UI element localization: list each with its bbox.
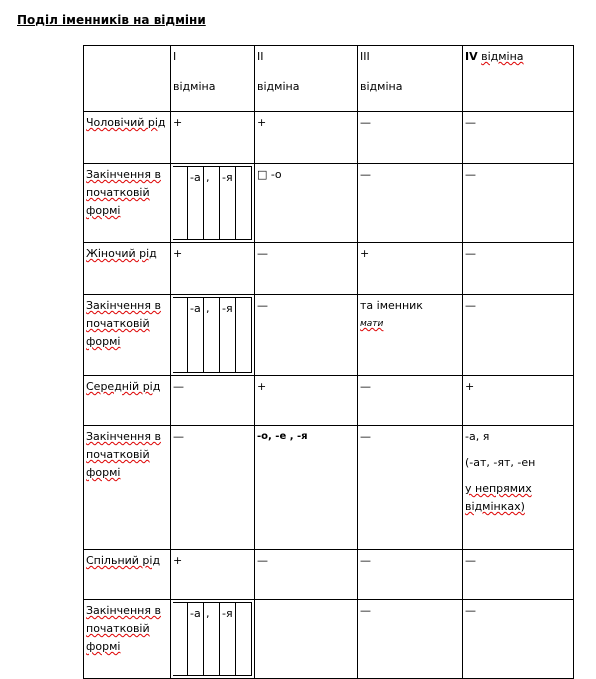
cell: — (255, 243, 358, 295)
row-label: Закінчення в початковій формі (84, 164, 171, 243)
cell: + (255, 376, 358, 426)
table-row (84, 550, 574, 600)
table-row (84, 164, 574, 243)
ending-subtable (173, 166, 252, 240)
row-label: Чоловічий рід (84, 112, 171, 164)
cell-split (171, 295, 255, 376)
cell: — (463, 243, 574, 295)
header-cell-4 (463, 46, 574, 112)
ending-ya: -я (220, 298, 236, 373)
cell-split (171, 164, 255, 243)
ending-a: -а (188, 298, 204, 373)
sub-empty (173, 603, 188, 676)
header-1-numeral: I (173, 50, 177, 63)
table-row (84, 112, 574, 164)
header-cell-2 (255, 46, 358, 112)
cell: — (463, 164, 574, 243)
cell: + (171, 243, 255, 295)
table-row (84, 243, 574, 295)
cell: — (255, 295, 358, 376)
cell-text: -а, я (465, 430, 490, 443)
header-empty-cell (84, 46, 171, 112)
ending-comma: , (204, 167, 220, 240)
cell: — (358, 164, 463, 243)
header-1-word: відміна (173, 80, 216, 93)
ending-ya: -я (220, 167, 236, 240)
cell: + (255, 112, 358, 164)
ending-subtable (173, 602, 252, 676)
cell: — (463, 600, 574, 679)
header-cell-1 (171, 46, 255, 112)
row-label: Спільний рід (84, 550, 171, 600)
row-label: Закінчення в початковій формі (84, 295, 171, 376)
cell-text: (-ат, -ят, -ен (465, 456, 536, 469)
table-row (84, 376, 574, 426)
cell: + (358, 243, 463, 295)
ending-ya: -я (220, 603, 236, 676)
header-3-word: відміна (360, 80, 403, 93)
cell: + (171, 550, 255, 600)
header-4-numeral: IV (465, 50, 478, 63)
header-cell-3 (358, 46, 463, 112)
cell: + (171, 112, 255, 164)
sub-empty (236, 603, 252, 676)
cell: — (171, 376, 255, 426)
cell: — (358, 426, 463, 550)
header-2-word: відміна (257, 80, 300, 93)
cell: — (255, 550, 358, 600)
cell: — (463, 112, 574, 164)
sub-empty (236, 167, 252, 240)
sub-empty (173, 167, 188, 240)
cell: — (171, 426, 255, 550)
cell (463, 426, 574, 550)
header-3-numeral: III (360, 50, 370, 63)
ending-subtable (173, 297, 252, 373)
ending-a: -а (188, 167, 204, 240)
sub-empty (173, 298, 188, 373)
cell: — (358, 550, 463, 600)
cell: -о, -е , -я (255, 426, 358, 550)
row-label: Закінчення в початковій формі (84, 426, 171, 550)
cell-text-word: мати (360, 319, 384, 329)
cell-text: та іменник (360, 299, 423, 312)
cell-text: у непрямих відмінках) (465, 482, 532, 513)
ending-comma: , (204, 603, 220, 676)
row-label: Закінчення в початковій формі (84, 600, 171, 679)
ending-comma: , (204, 298, 220, 373)
cell: □ -о (255, 164, 358, 243)
cell: — (463, 550, 574, 600)
table-row (84, 426, 574, 550)
table-header-row (84, 46, 574, 112)
sub-empty (236, 298, 252, 373)
ending-a: -а (188, 603, 204, 676)
cell: — (358, 600, 463, 679)
cell (358, 295, 463, 376)
cell: — (358, 376, 463, 426)
page-title: Поділ іменників на відміни (17, 13, 206, 27)
table-row (84, 295, 574, 376)
header-4-word: відміна (481, 50, 524, 63)
header-2-numeral: II (257, 50, 264, 63)
row-label: Жіночий рід (84, 243, 171, 295)
row-label: Середній рід (84, 376, 171, 426)
cell: — (358, 112, 463, 164)
cell: + (463, 376, 574, 426)
declension-table (83, 45, 574, 679)
cell: — (463, 295, 574, 376)
